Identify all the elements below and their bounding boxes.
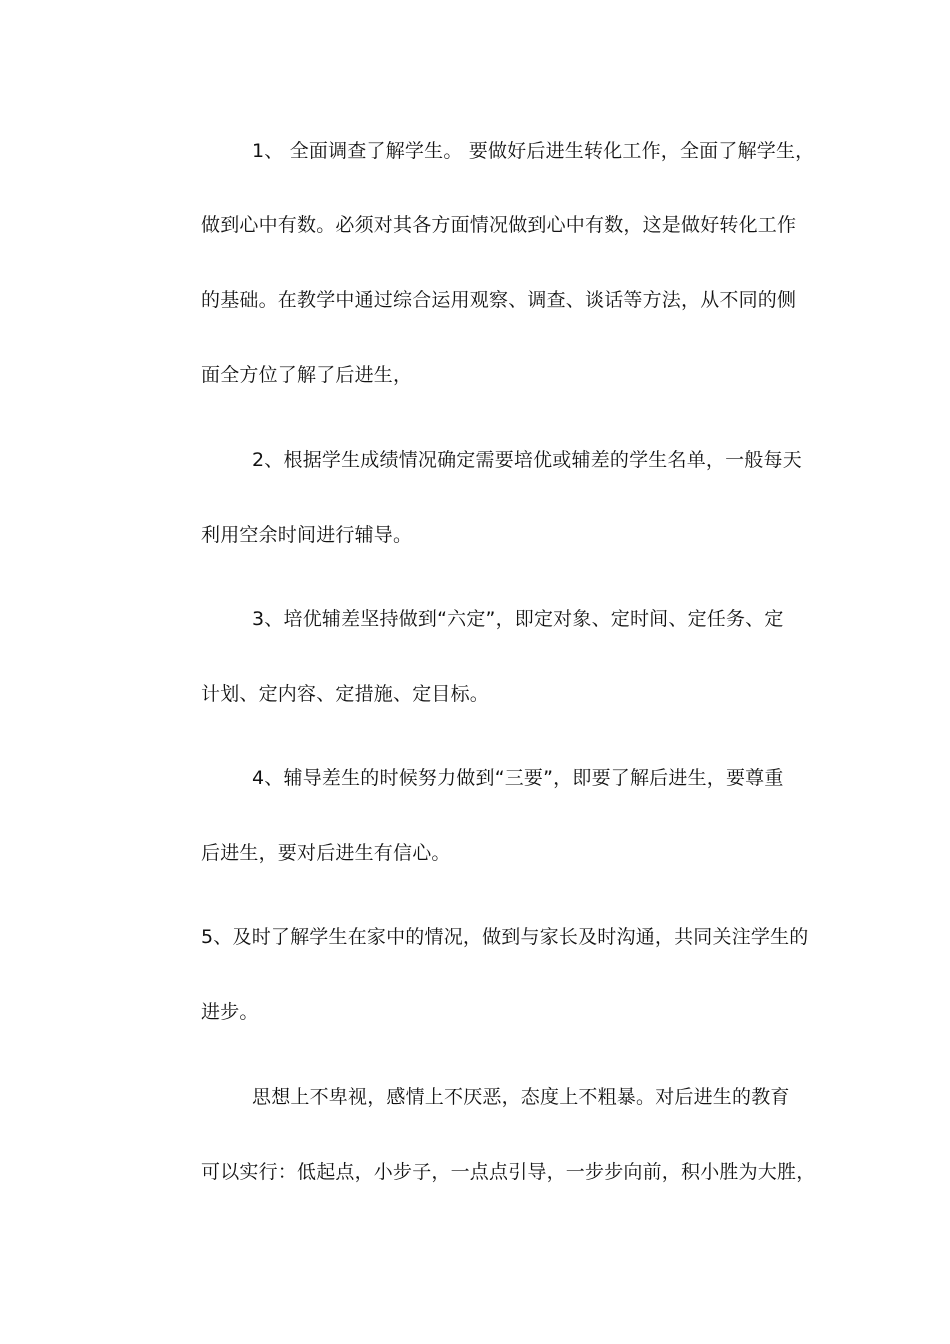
paragraph-5-line-1: 5、及时了解学生在家中的情况，做到与家长及时沟通，共同关注学生的 — [201, 926, 809, 948]
paragraph-3-line-1: 3、培优辅差坚持做到“六定”，即定对象、定时间、定任务、定 — [252, 608, 784, 630]
paragraph-1-line-4: 面全方位了解了后进生， — [201, 364, 413, 386]
paragraph-4-line-2: 后进生，要对后进生有信心。 — [201, 842, 451, 864]
paragraph-2-line-2: 利用空余时间进行辅导。 — [201, 524, 413, 546]
paragraph-6-line-2: 可以实行：低起点，小步子，一点点引导，一步步向前，积小胜为大胜， — [201, 1161, 816, 1183]
paragraph-5-line-2: 进步。 — [201, 1001, 259, 1023]
paragraph-1-line-1: 1、 全面调查了解学生。 要做好后进生转化工作，全面了解学生， — [252, 140, 815, 162]
paragraph-6-line-1: 思想上不卑视，感情上不厌恶，态度上不粗暴。对后进生的教育 — [252, 1086, 790, 1108]
paragraph-1-line-3: 的基础。在教学中通过综合运用观察、调查、谈话等方法，从不同的侧 — [201, 289, 797, 311]
paragraph-2-line-1: 2、根据学生成绩情况确定需要培优或辅差的学生名单，一般每天 — [252, 449, 802, 471]
paragraph-3-line-2: 计划、定内容、定措施、定目标。 — [201, 683, 490, 705]
paragraph-4-line-1: 4、辅导差生的时候努力做到“三要”，即要了解后进生，要尊重 — [252, 767, 784, 789]
paragraph-1-line-2: 做到心中有数。必须对其各方面情况做到心中有数，这是做好转化工作 — [201, 214, 797, 236]
